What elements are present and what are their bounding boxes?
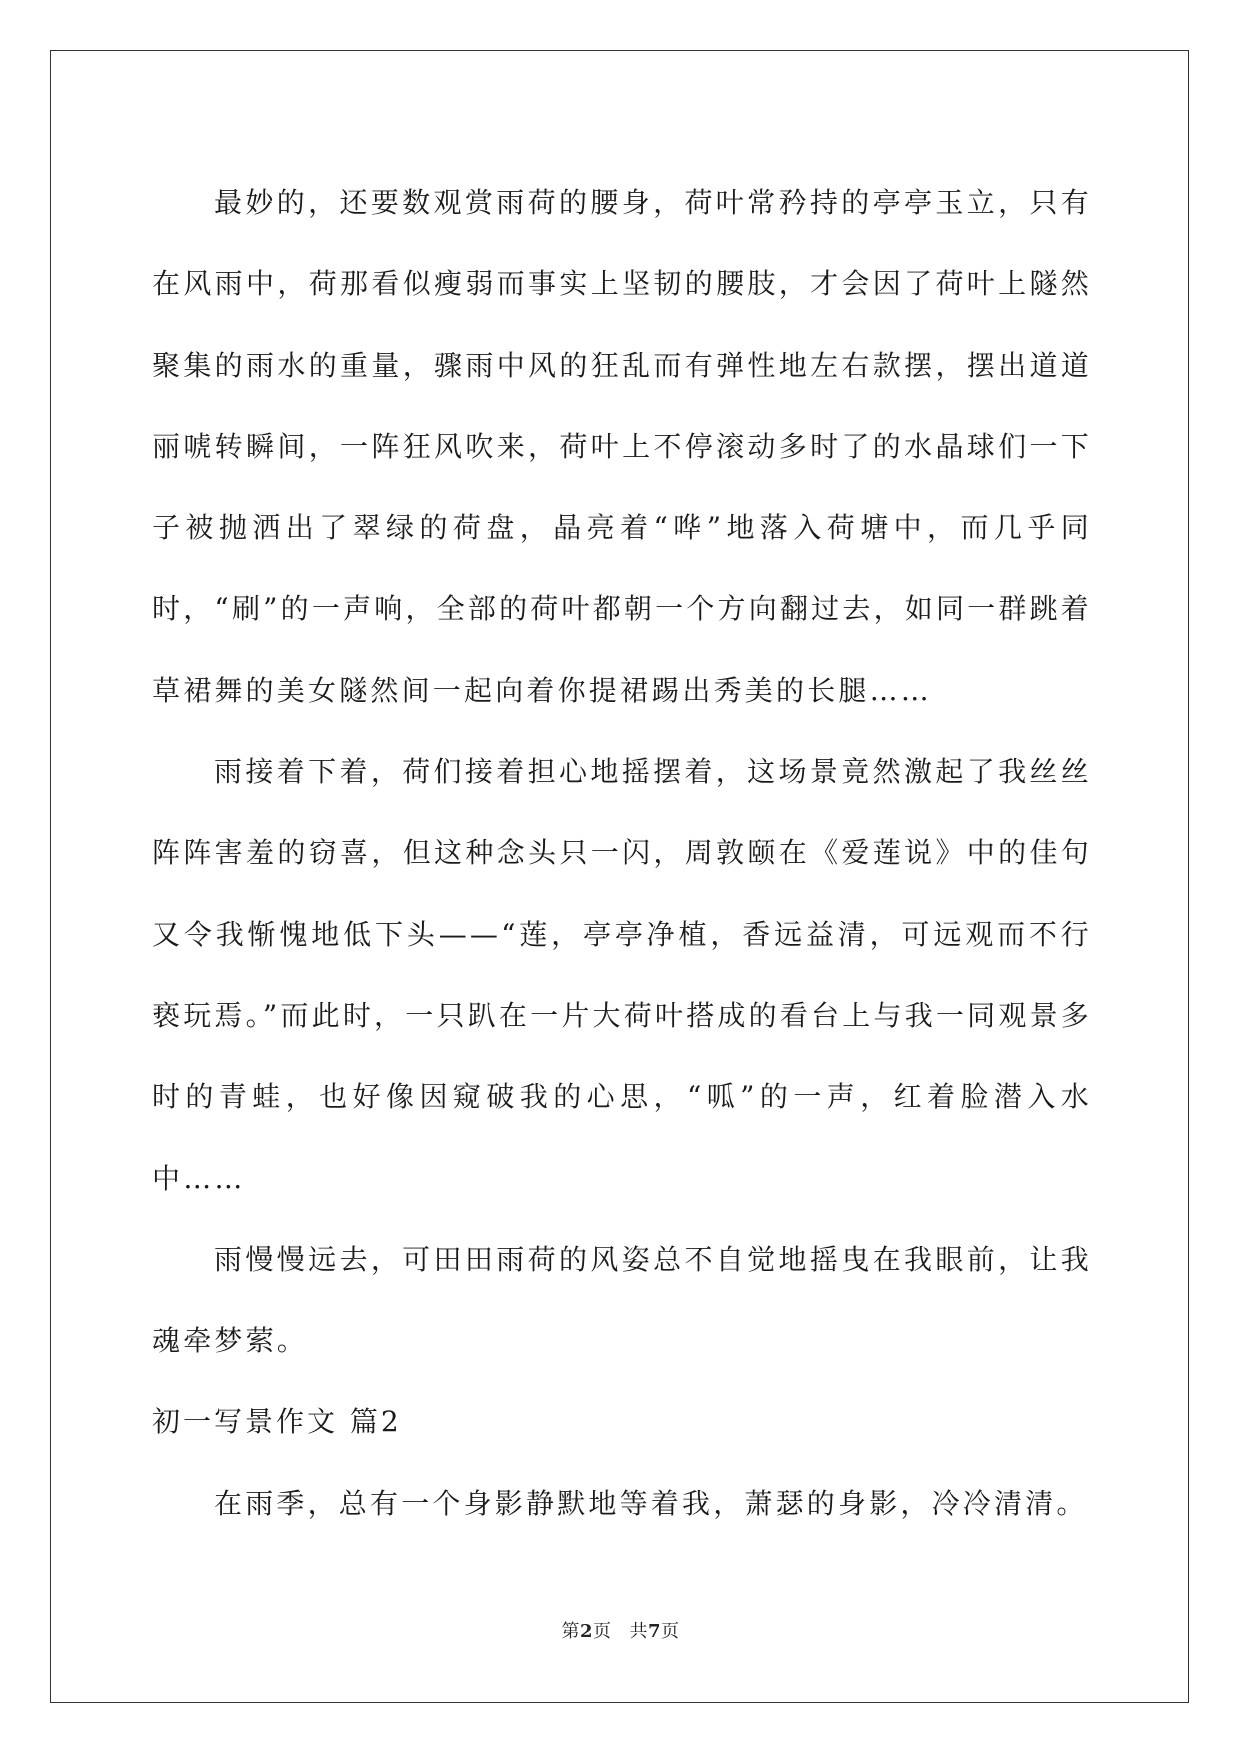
line: 丽唬转瞬间，一阵狂风吹来，荷叶上不停滚动多时了的水晶球们一下 — [152, 429, 1092, 463]
paragraph-2 — [152, 731, 1092, 1219]
paragraph-3 — [152, 1219, 1092, 1382]
line: 聚集的雨水的重量，骤雨中风的狂乱而有弹性地左右款摆，摆出道道 — [152, 348, 1092, 382]
paragraph-1 — [152, 162, 1092, 731]
line: 又令我惭愧地低下头——“莲，亭亭净植，香远益清，可远观而不行 — [152, 917, 1092, 951]
line: 子被抛洒出了翠绿的荷盘，晶亮着“哗”地落入荷塘中，而几乎同时， — [152, 511, 1092, 626]
total-pages: 7 — [648, 1621, 662, 1642]
line: 多时的青蛙，也好像因窥破我的心思，“呱”的一声，红着脸潜入水 — [152, 998, 1092, 1114]
paragraph-4: 在雨季，总有一个身影静默地等着我，萧瑟的身影，冷冷清清。 — [214, 1486, 1088, 1520]
line: 雨慢慢远去，可田田雨荷的风姿总不自觉地摇曳在我眼前，让我 — [214, 1242, 1092, 1276]
line: 魂牵梦萦。 — [152, 1324, 309, 1358]
document-body — [152, 162, 1092, 1544]
footer-page-suffix: 页 — [593, 1621, 612, 1642]
line: “刷”的一声响，全部的荷叶都朝一个方向翻过去，如同一群跳着草 — [152, 592, 1092, 707]
footer-total-suffix: 页 — [661, 1621, 680, 1642]
line: 阵阵害羞的窃喜，但这种念头只一闪，周敦颐在《爱莲说》中的佳句 — [152, 836, 1092, 870]
section-heading: 初一写景作文 篇2 — [152, 1405, 402, 1439]
footer-prefix: 第 — [561, 1621, 580, 1642]
page-number: 2 — [579, 1621, 593, 1642]
line: 雨接着下着，荷们接着担心地摇摆着，这场景竟然激起了我丝丝 — [214, 755, 1092, 789]
page-footer — [0, 1617, 1241, 1643]
line: 亵玩焉。”而此时，一只趴在一片大荷叶搭成的看台上与我一同观景 — [152, 998, 1061, 1032]
footer-total-prefix: 共 — [629, 1621, 648, 1642]
line: 在风雨中，荷那看似瘦弱而事实上坚韧的腰肢，才会因了荷叶上隧然 — [152, 267, 1092, 301]
line: 中…… — [152, 1161, 246, 1195]
line: 裙舞的美女隧然间一起向着你提裙踢出秀美的长腿…… — [183, 673, 933, 707]
line: 最妙的，还要数观赏雨荷的腰身，荷叶常矜持的亭亭玉立，只有 — [214, 186, 1092, 219]
